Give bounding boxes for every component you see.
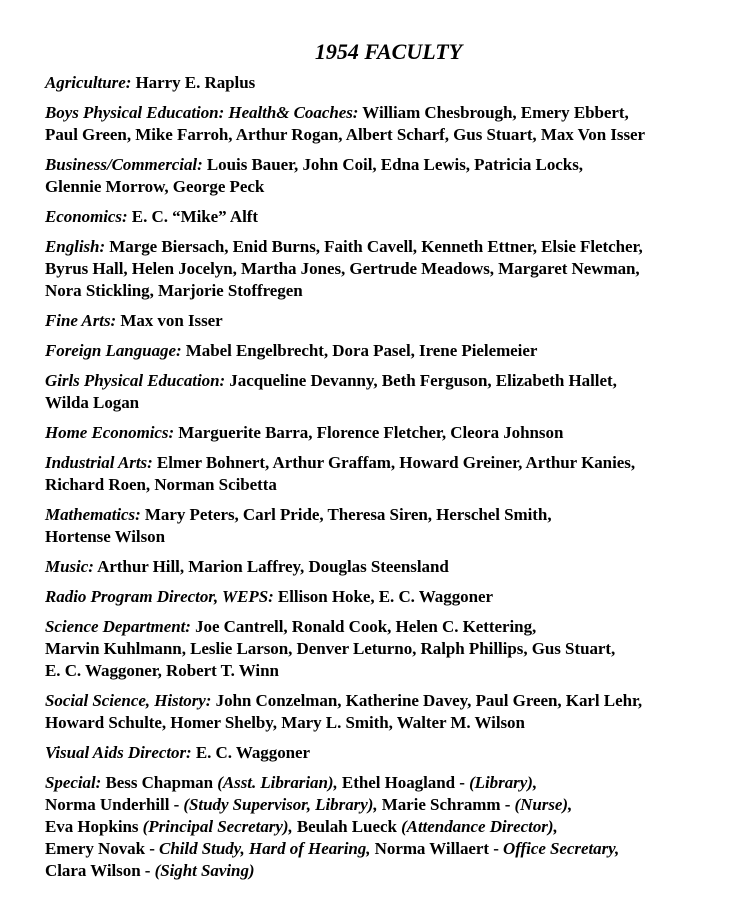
category-label: Girls Physical Education: [45,371,226,390]
faculty-names: Marvin Kuhlmann, Leslie Larson, Denver Leturno, Ralph Phillips, Gus Stuart, [45,639,616,658]
faculty-names: Nora Stickling, Marjorie Stoffregen [45,281,303,300]
special-text: Emery Novak - [45,839,160,858]
entry-line [45,556,720,578]
special-text: Ethel Hoagland - [337,773,470,792]
faculty-entry [45,370,720,414]
faculty-names: Marguerite Barra, Florence Fletcher, Cleora Johnson [174,423,564,442]
special-text: Beulah Lueck [292,817,402,836]
faculty-entry [45,504,720,548]
faculty-names: Arthur Hill, Marion Laffrey, Douglas Steensland [93,557,449,576]
entry-line [45,660,720,682]
entry-line [45,474,720,496]
faculty-entry [45,340,720,362]
special-line-5 [45,860,720,882]
entry-line [45,176,720,198]
faculty-entry [45,742,720,764]
faculty-entry [45,102,720,146]
faculty-entry [45,72,720,94]
faculty-names: Ellison Hoke, E. C. Waggoner [273,587,493,606]
entry-line [45,206,720,228]
faculty-names: E. C. Waggoner, Robert T. Winn [45,661,279,680]
category-label: Visual Aids Director: [45,743,192,762]
special-role: (Nurse), [514,795,573,814]
entry-line [45,370,720,392]
faculty-entry [45,154,720,198]
faculty-names: Byrus Hall, Helen Jocelyn, Martha Jones, Gertrude Meadows, Margaret Newman, [45,259,640,278]
faculty-entry [45,690,720,734]
faculty-names: Max von Isser [116,311,223,330]
special-text: Eva Hopkins [45,817,143,836]
faculty-entry [45,422,720,444]
entry-line [45,392,720,414]
entry-line [45,124,720,146]
special-text: Clara Wilson - [45,861,155,880]
entry-line [45,340,720,362]
special-role: Office Secretary, [503,839,620,858]
category-label: Mathematics: [45,505,141,524]
special-text: Norma Underhill - [45,795,184,814]
category-label: Music: [45,557,94,576]
category-label: Social Science, History: [45,691,212,710]
category-label: English: [45,237,106,256]
category-label: Foreign Language: [45,341,182,360]
special-text: Marie Schramm - [377,795,515,814]
entry-line [45,422,720,444]
faculty-names: Jacqueline Devanny, Beth Ferguson, Elizabeth Hallet, [225,371,617,390]
special-role: (Sight Saving) [154,861,255,880]
faculty-names: Marge Biersach, Enid Burns, Faith Cavell, Kenneth Ettner, Elsie Fletcher, [105,237,643,256]
faculty-names: E. C. “Mike” Alft [127,207,258,226]
entry-line [45,310,720,332]
faculty-names: Mary Peters, Carl Pride, Theresa Siren, Herschel Smith, [140,505,552,524]
faculty-entry [45,206,720,228]
faculty-names: Louis Bauer, John Coil, Edna Lewis, Patricia Locks, [202,155,583,174]
special-role: Child Study, Hard of Hearing, [159,839,371,858]
special-role: (Principal Secretary), [142,817,293,836]
category-label: Fine Arts: [45,311,117,330]
category-label: Science Department: [45,617,191,636]
category-label: Boys Physical Education: Health& Coaches: [45,103,359,122]
category-label: Home Economics: [45,423,175,442]
entry-line [45,280,720,302]
entry-line [45,712,720,734]
faculty-entry [45,236,720,302]
faculty-names: Wilda Logan [45,393,140,412]
faculty-list [45,72,720,764]
entry-line [45,690,720,712]
entry-line [45,526,720,548]
category-label: Industrial Arts: [45,453,153,472]
faculty-entry [45,586,720,608]
page-title: 1954 FACULTY [314,39,463,64]
entry-line [45,452,720,474]
faculty-names: Joe Cantrell, Ronald Cook, Helen C. Kettering, [190,617,537,636]
faculty-names: Mabel Engelbrecht, Dora Pasel, Irene Pielemeier [181,341,538,360]
faculty-names: Richard Roen, Norman Scibetta [45,475,277,494]
faculty-names: Hortense Wilson [45,527,165,546]
category-label: Agriculture: [45,73,132,92]
special-text: Bess Chapman [101,773,218,792]
faculty-names: Glennie Morrow, George Peck [45,177,265,196]
special-role: (Attendance Director), [401,817,558,836]
entry-line [45,504,720,526]
special-role: (Library), [469,773,538,792]
special-line-3 [45,816,720,838]
entry-line [45,638,720,660]
special-text: Norma Willaert - [370,839,504,858]
category-label: Special: [45,773,102,792]
faculty-names: John Conzelman, Katherine Davey, Paul Green, Karl Lehr, [211,691,643,710]
faculty-entry-special [45,772,720,882]
faculty-names: Paul Green, Mike Farroh, Arthur Rogan, Albert Scharf, Gus Stuart, Max Von Isser [45,125,646,144]
faculty-names: Howard Schulte, Homer Shelby, Mary L. Smith, Walter M. Wilson [45,713,525,732]
special-line-4 [45,838,720,860]
category-label: Radio Program Director, WEPS: [45,587,274,606]
faculty-entry [45,556,720,578]
entry-line [45,236,720,258]
entry-line [45,586,720,608]
entry-line [45,616,720,638]
special-line-2 [45,794,720,816]
entry-line [45,72,720,94]
faculty-entry [45,616,720,682]
entry-line [45,742,720,764]
faculty-entry [45,310,720,332]
entry-line [45,154,720,176]
special-role: (Asst. Librarian), [217,773,338,792]
category-label: Economics: [45,207,128,226]
special-line-1 [45,772,720,794]
entry-line [45,102,720,124]
special-role: (Study Supervisor, Library), [183,795,378,814]
category-label: Business/Commercial: [45,155,203,174]
faculty-names: William Chesbrough, Emery Ebbert, [358,103,629,122]
faculty-names: Elmer Bohnert, Arthur Graffam, Howard Greiner, Arthur Kanies, [152,453,636,472]
faculty-names: Harry E. Raplus [131,73,256,92]
faculty-entry [45,452,720,496]
entry-line [45,258,720,280]
faculty-names: E. C. Waggoner [191,743,311,762]
